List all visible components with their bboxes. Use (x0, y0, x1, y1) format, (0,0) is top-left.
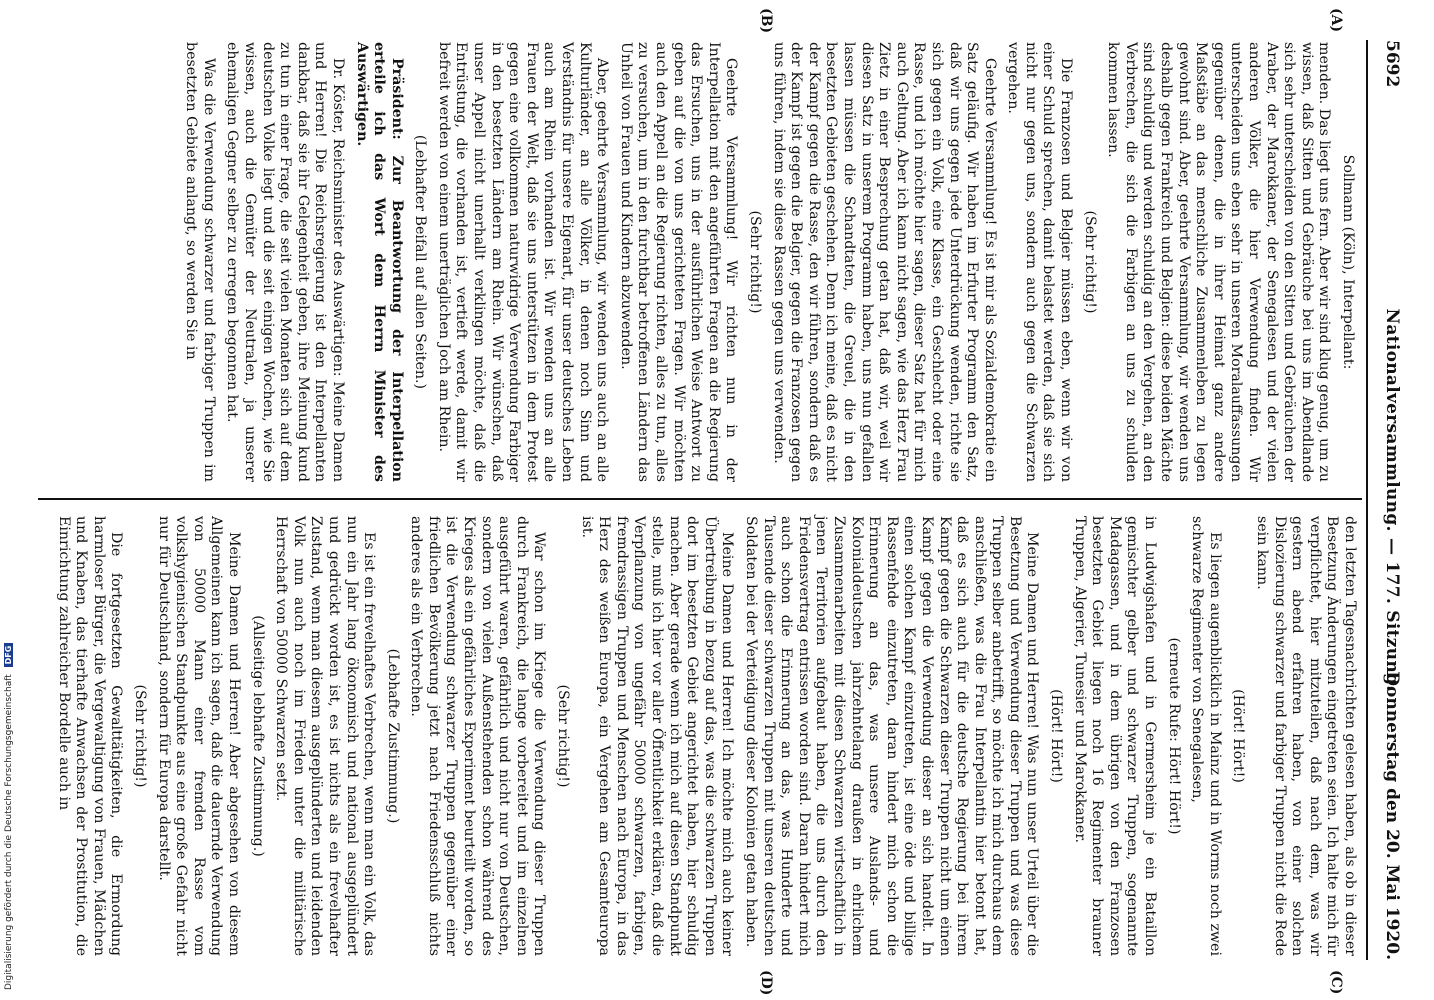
paragraph: Es liegen augenblicklich in Mainz und in Worms noch zwei schwarze Regimenter von Senegalesen, (1189, 516, 1223, 956)
page-number: 5692 (1382, 40, 1402, 88)
interjection: (Allseitige lebhafte Zustimmung.) (249, 615, 266, 857)
digitization-attribution (4, 643, 14, 990)
paragraph-minister: Dr. Köster, Reichsminister des Auswärtigen: Meine Damen und Herren! Die Reichsregierung ist den Interpellanten dankbar, daß sie ihr Gelegenheit geben, ihre Meinung kund zu tun in einer Frage, die seit vielen Monaten sich auf dem deutschen Volke liegt und die seit einigen Wochen, wie Sie wissen, auch die Gemüter der Neutralen, ja unserer ehemaligen Gegner selber zu erregen begonnen hat. (224, 42, 346, 482)
margin-marker-d: (D) (758, 970, 774, 996)
paragraph: in Ludwigshafen und in Germersheim je ein Bataillon gemischter gelber und schwarzer Truppen, sogenannte Madagassen, und in dem übrigen von den Franzosen besetzten Gebiet liegen noch 16 Regimenter brauner Truppen, Algerier, Tunesier und Marokkaner. (1071, 516, 1159, 956)
header-date: Donnerstag den 20. Mai 1920. (1382, 671, 1402, 960)
interjection: (Sehr richtig!) (132, 684, 148, 788)
paragraph: Es ist ein frevelhaftes Verbrechen, wenn man ein Volk, das nun ein Jahr lang ökonomisch und national ausgeplündert und gedrückt worden ist, es ist nichts als ein frevelhafter Zustand, wenn man diesem ausgeplünderten und leidenden Volk nun auch noch im Frieden unter die militärische Herrschaft von 50000 Schwarzen setzt. (273, 516, 378, 956)
attribution-text: Digitalisierung gefördert durch die Deutsche Forschungsgemeinschaft (4, 674, 14, 990)
header-rule (1366, 40, 1368, 960)
paragraph: Die fortgesetzten Gewalttätigkeiten, die Ermordung harmloser Bürger, die Vergewaltigung von Frauen, Mädchen und Knaben, das tierhafte Anwachsen der Prostitution, die Einrichtung zahlreicher Bordelle auch in (55, 516, 125, 956)
paragraph: Meine Damen und Herren! Aber abgesehen von diesem Allgemeinen kann ich sagen, daß die dauernde Verwendung von 50000 Mann einer fremden Rasse vom volkshygienischen Standpunkte aus eine große Gefahr nicht nur für Deutschland, sondern für Europa darstellt. (155, 516, 242, 956)
interjection: (Sehr richtig!) (1081, 210, 1098, 314)
paragraph-president: Präsident: Zur Beantwortung der Interpellation erteile ich das Wort dem Herrn Minister des Auswärtigen. (353, 42, 405, 482)
paragraph: Geehrte Versammlung! Wir richten nun in der Interpellation mit den angeführten Fragen an die Regierung das Ersuchen, uns in der ausführlichen Weise Antwort zu geben auf die von uns gerichteten Fragen. Wir möchten auch den Appell an die Regierung richten, alles zu tun, alles zu versuchen, um in den furchtbar betroffenen Ländern das Unheil von Frauen und Kindern abzuwenden. (617, 42, 740, 482)
interjection: (Hört! Hört!) (1230, 689, 1247, 783)
paragraph: Meine Damen und Herren! Ich möchte mich auch keiner Übertreibung in bezug auf das, was die schwarzen Truppen dort im besetzten Gebiet angerichtet haben, hier schuldig machen. Aber gerade wenn ich mich auf diesen Standpunkt stelle, muß ich hier vor aller Öffentlichkeit erklären, daß die Verpflanzung von ungefähr 50000 schwarzen, farbigen, fremdrassigen Truppen und Menschen nach Europa, in das Herz des weißen Europa, ein Vergehen am Gesamteuropa ist. (578, 516, 736, 956)
interjection: (Sehr richtig!) (555, 684, 572, 788)
dfg-logo-icon: DFG (4, 643, 13, 668)
interjection: (erneute Rufe: Hört! Hört!) (1165, 637, 1182, 835)
interjection: (Hört! Hört!) (1048, 689, 1065, 783)
paragraph: Aber, geehrte Versammlung, wir wenden uns auch an alle Kulturländer, an alle Völker, in denen noch Sinn und Verständnis für unsere Eigenart, für unser deutsches Leben auch am Rhein vorhanden ist. Wir wenden uns an alle Frauen der Welt, daß sie uns unterstützen in dem Protest gegen eine vollkommen naturwidrige Verwendung Farbiger in den besetzten Ländern am Rhein. Wir wünschen, daß unser Appell nicht unerhallt verklingen möchte, daß die Entrüstung, die vorhanden ist, vertieft werde, damit wir befreit werden von einem unerträglichen Joch am Rhein. (435, 42, 611, 482)
margin-marker-a: (A) (1328, 8, 1344, 33)
paragraph: Die Franzosen und Belgier müssen eben, wenn wir von einer Schuld sprechen, damit belastet werden, daß sie sich nicht nur gegen uns, sondern auch gegen die Schwarzen vergehen. (1005, 42, 1075, 482)
paragraph: Geehrte Versammlung! Es ist mir als Sozialdemokratie ein Satz geläufig. Wir haben im Erfurter Programm den Satz, daß wir uns gegen jede Unterdrückung wenden, richte sie sich gegen ein Volk, eine Klasse, ein Geschlecht oder eine Rasse, und ich möchte hier sagen, dieser Satz hat für mich auch Geltung. Aber ich kann nicht sagen, wie das Herz Frau Zietz in einer Besprechung getan hat, daß wir, weil wir diesen Satz in unserem Programm haben, uns nun gefallen lassen müssen die Schandtaten, die Greuel, die in den besetzten Gebieten geschehen. Denn ich meine, daß es nicht der Kampf gegen die Rasse, den wir führen, sondern daß es der Kampf ist gegen die Belgier, gegen die Franzosen gegen uns führen, indem sie diese Rassen gegen uns verwenden. (770, 42, 998, 482)
right-column (48, 516, 1358, 956)
interjection: (Lebhafter Beifall auf allen Seiten.) (412, 134, 429, 390)
column-divider (38, 498, 1362, 500)
margin-marker-b: (B) (758, 8, 774, 34)
paragraph: menden. Das liegt uns fern. Aber wir sind klug genug, um zu wissen, daß Sitten und Gebräuche bei uns im Abendlande sich sehr unterscheiden von den Sitten und Gebräuchen der Araber, der Marokkaner, der Senegalesen und der vielen anderen Völker, die hier Verwendung finden. Wir unterscheiden uns eben sehr in unseren Moralauffassungen gegenüber denen, die in ihrer Heimat ganz andere Maßstäbe an das menschliche Zusammenleben zu legen gewohnt sind. Aber, geehrte Versammlung, wir wenden uns deshalb gegen Frankreich und Belgien: diese beiden Mächte sind schuldig und werden schuldig an den Vergehen, an den Verbrechen, die sich die Farbigen an uns zu schulden kommen lassen. (1105, 42, 1333, 482)
paragraph: Was die Verwendung schwarzer und farbiger Truppen im besetzten Gebiete anlangt, so werden Sie in (183, 42, 217, 482)
paragraph: den letzten Tagesnachrichten gelesen haben, als ob in dieser Besetzung Änderungen eingetreten seien. Ich halte mich für verpflichtet, hier mitzuteilen, daß nach dem, was wir gestern abend erfahren haben, von einer solchen Dislozierung schwarzer und farbiger Truppen nicht die Rede sein kann. (1254, 516, 1358, 956)
page-header (1370, 40, 1410, 960)
margin-marker-c: (C) (1328, 970, 1344, 995)
paragraph: Meine Damen und Herren! Was nun unser Urteil über die Besetzung und Verwendung dieser Truppen und was diese Truppen selber anbetrifft, so möchte ich mich durchaus dem anschließen, was die Frau Interpellantin hier betont hat, daß es sich auch für die deutsche Regierung bei ihrem Kampf gegen die Schwarzen dieser Truppen nicht um einen Kampf gegen die Verwendung dieser an sich handelt. In einen solchen Kampf einzutreten, ist eine öde und billige Rassenfehde einzutreten, daran hindert mich schon die Erinnerung an das, was unsere Auslands- und Kolonialdeutschen jahrzehntelang draußen in ehrlichem Zusammenarbeiten mit diesen Schwarzen wirtschaftlich in jenen Territorien aufgebaut haben, die uns durch den Friedensvertrag entrissen worden sind. Daran hindert mich auch schon die Erinnerung an das, was Hunderte und Tausende dieser schwarzen Truppen mit unseren deutschen Soldaten bei der Verteidigung dieser Kolonien getan haben. (743, 516, 1041, 956)
speaker-intro: Sollmann (Köln), Interpellant: (1340, 154, 1356, 370)
interjection: (Sehr richtig!) (747, 210, 763, 314)
interjection: (Lebhafte Zustimmung.) (384, 648, 401, 824)
left-column (176, 42, 1358, 482)
paragraph: War schon im Kriege die Verwendung dieser Truppen durch Frankreich, die lange vorbereitet und im einzelnen ausgeführt waren, gefährlich und nicht nur von Deutschen, sondern von vielen Außenstehenden schon während des Krieges als ein gefährliches Experiment beurteilt worden, so ist die Verwendung schwarzer Truppen gegenüber einer friedlichen Bevölkerung jetzt nach Friedensschluß nichts anderes als ein Verbrechen. (408, 516, 548, 956)
header-title: Nationalversammlung. — 177. Sitzung. (1382, 308, 1402, 692)
